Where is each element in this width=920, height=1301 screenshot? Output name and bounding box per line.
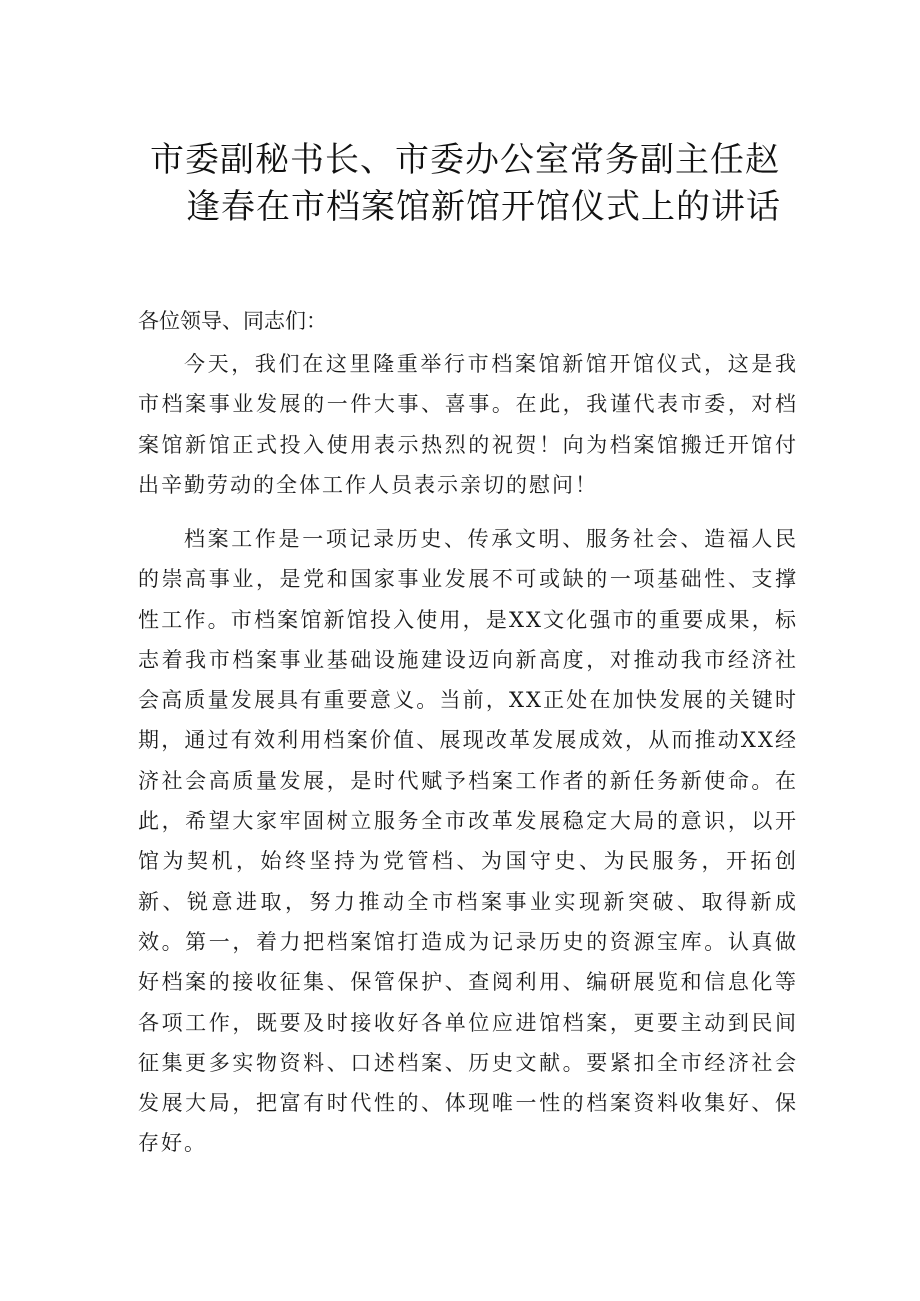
greeting: 各位领导、同志们： [138,309,327,333]
paragraph-1: 今天，我们在这里隆重举行市档案馆新馆开馆仪式，这是我市档案事业发展的一件大事、喜事。在此，我谨代表市委，对档案馆新馆正式投入使用表示热烈的祝贺！向为档案馆搬迁开馆付出辛勤劳动的全体工作人员表示亲切的慰问！ [138,352,798,497]
document-title-line-1: 市委副秘书长、市委办公室常务副主任赵 [150,140,780,180]
paragraph-2: 档案工作是一项记录历史、传承文明、服务社会、造福人民的崇高事业，是党和国家事业发展不可或缺的一项基础性、支撑性工作。市档案馆新馆投入使用，是XX文化强市的重要成果，标志着我市档案事业基础设施建设迈向新高度，对推动我市经济社会高质量发展具有重要意义。当前，XX正处在加快发展的关键时期，通过有效利用档案价值、展现改革发展成效，从而推动XX经济社会高质量发展，是时代赋予档案工作者的新任务新使命。在此，希望大家牢固树立服务全市改革发展稳定大局的意识，以开馆为契机，始终坚持为党管档、为国守史、为民服务，开拓创新、锐意进取，努力推动全市档案事业实现新突破、取得新成效。第一，着力把档案馆打造成为记录历史的资源宝库。认真做好档案的接收征集、保管保护、查阅利用、编研展览和信息化等各项工作，既要及时接收好各单位应进馆档案，更要主动到民间征集更多实物资料、口述档案、历史文献。要紧扣全市经济社会发展大局，把富有时代性的、体现唯一性的档案资料收集好、保存好。 [138,527,798,1156]
document-title-line-2: 逢春在市档案馆新馆开馆仪式上的讲话 [186,187,781,227]
